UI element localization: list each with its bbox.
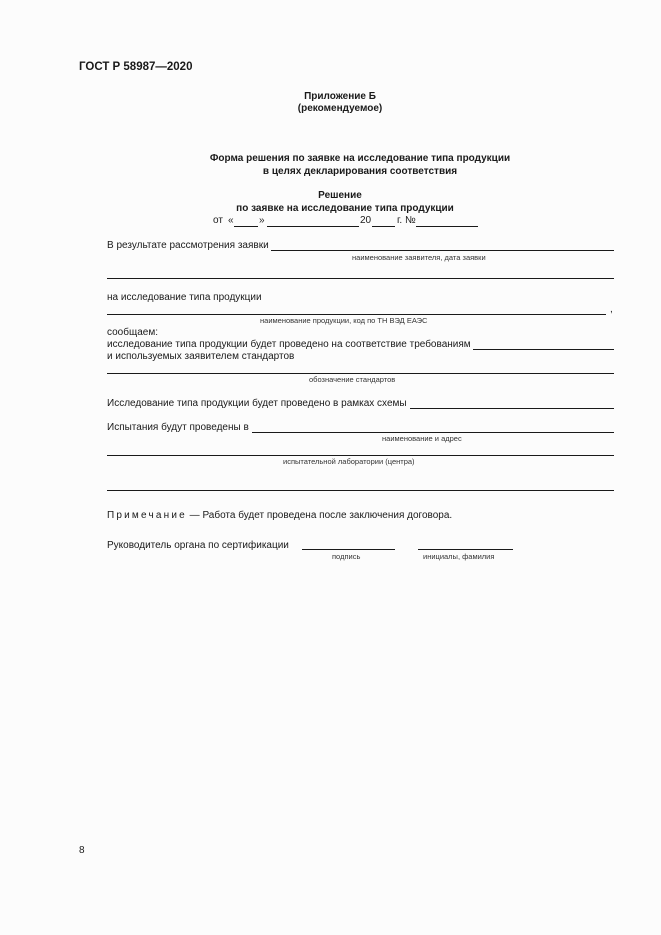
day-field[interactable] — [234, 226, 258, 227]
form-title-line2: в целях декларирования соответствия — [262, 166, 458, 177]
signature-caption: подпись — [332, 552, 361, 561]
decision-title: Решение — [318, 190, 362, 201]
number-label: г. № — [397, 215, 416, 226]
lab-field-cont[interactable] — [107, 455, 614, 456]
signature-label: Руководитель органа по сертификации — [107, 540, 289, 551]
product-field[interactable] — [107, 314, 606, 315]
number-field[interactable] — [416, 226, 478, 227]
review-label: В результате рассмотрения заявки — [107, 240, 269, 251]
lab-field[interactable] — [252, 432, 614, 433]
note-label: Примечание — [107, 510, 187, 521]
lab-caption-2: испытательной лаборатории (центра) — [283, 457, 415, 466]
comma: , — [610, 304, 613, 315]
month-field[interactable] — [267, 226, 359, 227]
inform-label: сообщаем: — [107, 327, 158, 338]
quote-open: « — [228, 215, 234, 226]
note — [107, 510, 452, 521]
year-field[interactable] — [372, 226, 395, 227]
research-label: на исследование типа продукции — [107, 292, 262, 303]
tests-label: Испытания будут проведены в — [107, 422, 249, 433]
requirements-label: исследование типа продукции будет проведено на соответствие требованиям — [107, 339, 471, 350]
scheme-field[interactable] — [410, 408, 614, 409]
appendix-title: Приложение Б — [304, 91, 376, 102]
from-label: от — [213, 215, 223, 226]
standards-label: и используемых заявителем стандартов — [107, 351, 295, 362]
signature-field[interactable] — [302, 549, 395, 550]
applicant-field-cont[interactable] — [107, 278, 614, 279]
scheme-label: Исследование типа продукции будет проведено в рамках схемы — [107, 398, 407, 409]
lab-field-extra[interactable] — [107, 490, 614, 491]
name-caption: инициалы, фамилия — [423, 552, 495, 561]
name-field[interactable] — [418, 549, 513, 550]
decision-subtitle: по заявке на исследование типа продукции — [236, 203, 454, 214]
quote-close: » — [259, 215, 265, 226]
lab-caption-1: наименование и адрес — [382, 434, 462, 443]
appendix-status: (рекомендуемое) — [297, 103, 383, 114]
standards-field[interactable] — [107, 373, 614, 374]
note-text: — Работа будет проведена после заключения договора. — [189, 510, 453, 521]
requirements-field[interactable] — [473, 349, 614, 350]
applicant-field[interactable] — [271, 250, 614, 251]
product-caption: наименование продукции, код по ТН ВЭД ЕАЭС — [260, 316, 428, 325]
standards-caption: обозначение стандартов — [309, 375, 396, 384]
applicant-caption: наименование заявителя, дата заявки — [352, 253, 486, 262]
standard-header: ГОСТ Р 58987—2020 — [79, 61, 193, 73]
year-prefix: 20 — [360, 215, 372, 226]
form-title-line1: Форма решения по заявке на исследование типа продукции — [209, 153, 511, 164]
page-number: 8 — [79, 845, 85, 856]
